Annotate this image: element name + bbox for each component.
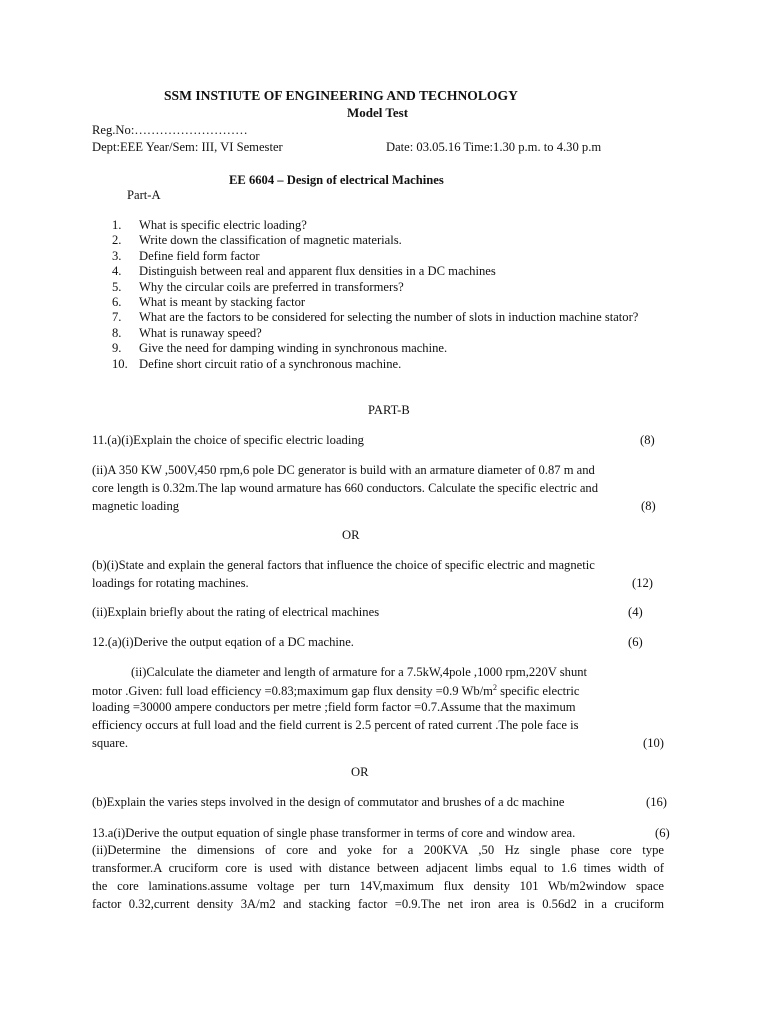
question-number: 7. (112, 310, 122, 325)
part-a-question (112, 249, 672, 264)
question-number: 4. (112, 264, 122, 279)
course-title: – Design of electrical Machines (274, 173, 444, 187)
q12a-ii-line: square. (92, 736, 129, 750)
question-number: 8. (112, 325, 122, 340)
question-number: 5. (112, 279, 122, 294)
question-number: 2. (112, 233, 122, 248)
part-a-question (112, 357, 672, 372)
q11a-ii-marks: (8) (641, 499, 656, 513)
q12a-ii-marks: (10) (643, 736, 664, 750)
question-number: 3. (112, 248, 122, 263)
part-a-question (112, 326, 672, 341)
q13a-i-marks: (6) (655, 826, 670, 840)
question-number: 10. (112, 356, 128, 371)
question-text: Why the circular coils are preferred in transformers? (139, 279, 404, 294)
part-b-heading: PART-B (368, 403, 410, 417)
institute-title: SSM INSTIUTE OF ENGINEERING AND TECHNOLOGY (164, 88, 518, 103)
q12a-i-marks: (6) (628, 635, 643, 649)
superscript: 2 (492, 683, 497, 692)
q12b-text: (b)Explain the varies steps involved in the design of commutator and brushes of a dc machine (92, 795, 565, 809)
q11a-ii-line: core length is 0.32m.The lap wound armature has 660 conductors. Calculate the specific electric and (92, 481, 599, 495)
course-heading (229, 173, 444, 188)
or-divider: OR (351, 765, 369, 779)
part-a-question (112, 295, 672, 310)
q13a-ii-line: the core laminations.assume voltage per turn 14V,maximum flux density 101 Wb/m2window space (92, 879, 664, 893)
question-text: What is specific electric loading? (139, 218, 307, 232)
q13a-ii-line: factor 0.32,current density 3A/m2 and stacking factor =0.9.The net iron area is 0.56d2 in a cruciform (92, 897, 664, 911)
part-a-question (112, 264, 672, 279)
q11b-i-line: loadings for rotating machines. (92, 576, 249, 590)
q11a-i-marks: (8) (640, 433, 655, 447)
question-text: Define field form factor (139, 248, 260, 263)
question-text: Define short circuit ratio of a synchronous machine. (139, 356, 402, 371)
part-a-question (112, 310, 672, 325)
q12a-ii-line2-pre: motor .Given: full load efficiency =0.83;maximum gap flux density =0.9 Wb/m (92, 684, 493, 699)
q12b-marks: (16) (646, 795, 667, 809)
question-text: Write down the classification of magnetic materials. (139, 233, 402, 248)
dept-info: Dept:EEE Year/Sem: III, VI Semester (92, 140, 283, 154)
part-a-question (112, 280, 672, 295)
test-name: Model Test (347, 105, 409, 120)
q11b-ii-text: (ii)Explain briefly about the rating of electrical machines (92, 605, 380, 619)
q11b-i-line: (b)(i)State and explain the general factors that influence the choice of specific electric and magnetic (92, 558, 595, 572)
q12a-ii-line: efficiency occurs at full load and the field current is 2.5 percent of rated current .The pole face is (92, 718, 579, 732)
q13a-ii-line: transformer.A cruciform core is used with distance between adjacent limbs equal to 1.6 times width of (92, 861, 664, 875)
part-a-question (112, 341, 672, 356)
q11b-i-marks: (12) (632, 576, 653, 590)
part-a-question (112, 218, 672, 233)
question-text: What is meant by stacking factor (139, 295, 306, 310)
or-divider: OR (342, 528, 360, 542)
date-time: Date: 03.05.16 Time:1.30 p.m. to 4.30 p.m (386, 140, 602, 154)
part-a-heading: Part-A (127, 188, 161, 202)
q13a-i-text: 13.a(i)Derive the output equation of single phase transformer in terms of core and window area. (92, 826, 576, 840)
question-number: 9. (112, 341, 122, 356)
q11b-ii-marks: (4) (628, 605, 643, 619)
q11a-ii-line: magnetic loading (92, 499, 180, 513)
question-text: Distinguish between real and apparent flux densities in a DC machines (139, 264, 496, 279)
q12a-i-text: 12.(a)(i)Derive the output eqation of a DC machine. (92, 635, 354, 649)
part-a-question (112, 233, 672, 248)
q12a-ii-line (92, 683, 579, 700)
q13a-ii-line: (ii)Determine the dimensions of core and yoke for a 200KVA ,50 Hz single phase core type (92, 843, 664, 857)
q11a-ii-line: (ii)A 350 KW ,500V,450 rpm,6 pole DC generator is build with an armature diameter of 0.87 m and (92, 463, 595, 477)
reg-no: Reg.No:……………………… (92, 123, 248, 137)
q12a-ii-line: (ii)Calculate the diameter and length of armature for a 7.5kW,4pole ,1000 rpm,220V shunt (131, 665, 588, 679)
course-code: EE 6604 (229, 173, 275, 187)
part-a-question-list (112, 218, 672, 372)
q12a-ii-line: loading =30000 ampere conductors per metre ;field form factor =0.7.Assume that the maximum (92, 700, 576, 714)
question-number: 6. (112, 295, 122, 310)
question-text: What are the factors to be considered for selecting the number of slots in induction machine stator? (139, 310, 639, 325)
question-text: What is runaway speed? (139, 325, 262, 340)
q12a-ii-line2-post: specific electric (496, 684, 580, 699)
question-text: Give the need for damping winding in synchronous machine. (139, 341, 448, 356)
question-number: 1. (112, 218, 122, 232)
q11a-i-text: 11.(a)(i)Explain the choice of specific electric loading (92, 433, 364, 447)
